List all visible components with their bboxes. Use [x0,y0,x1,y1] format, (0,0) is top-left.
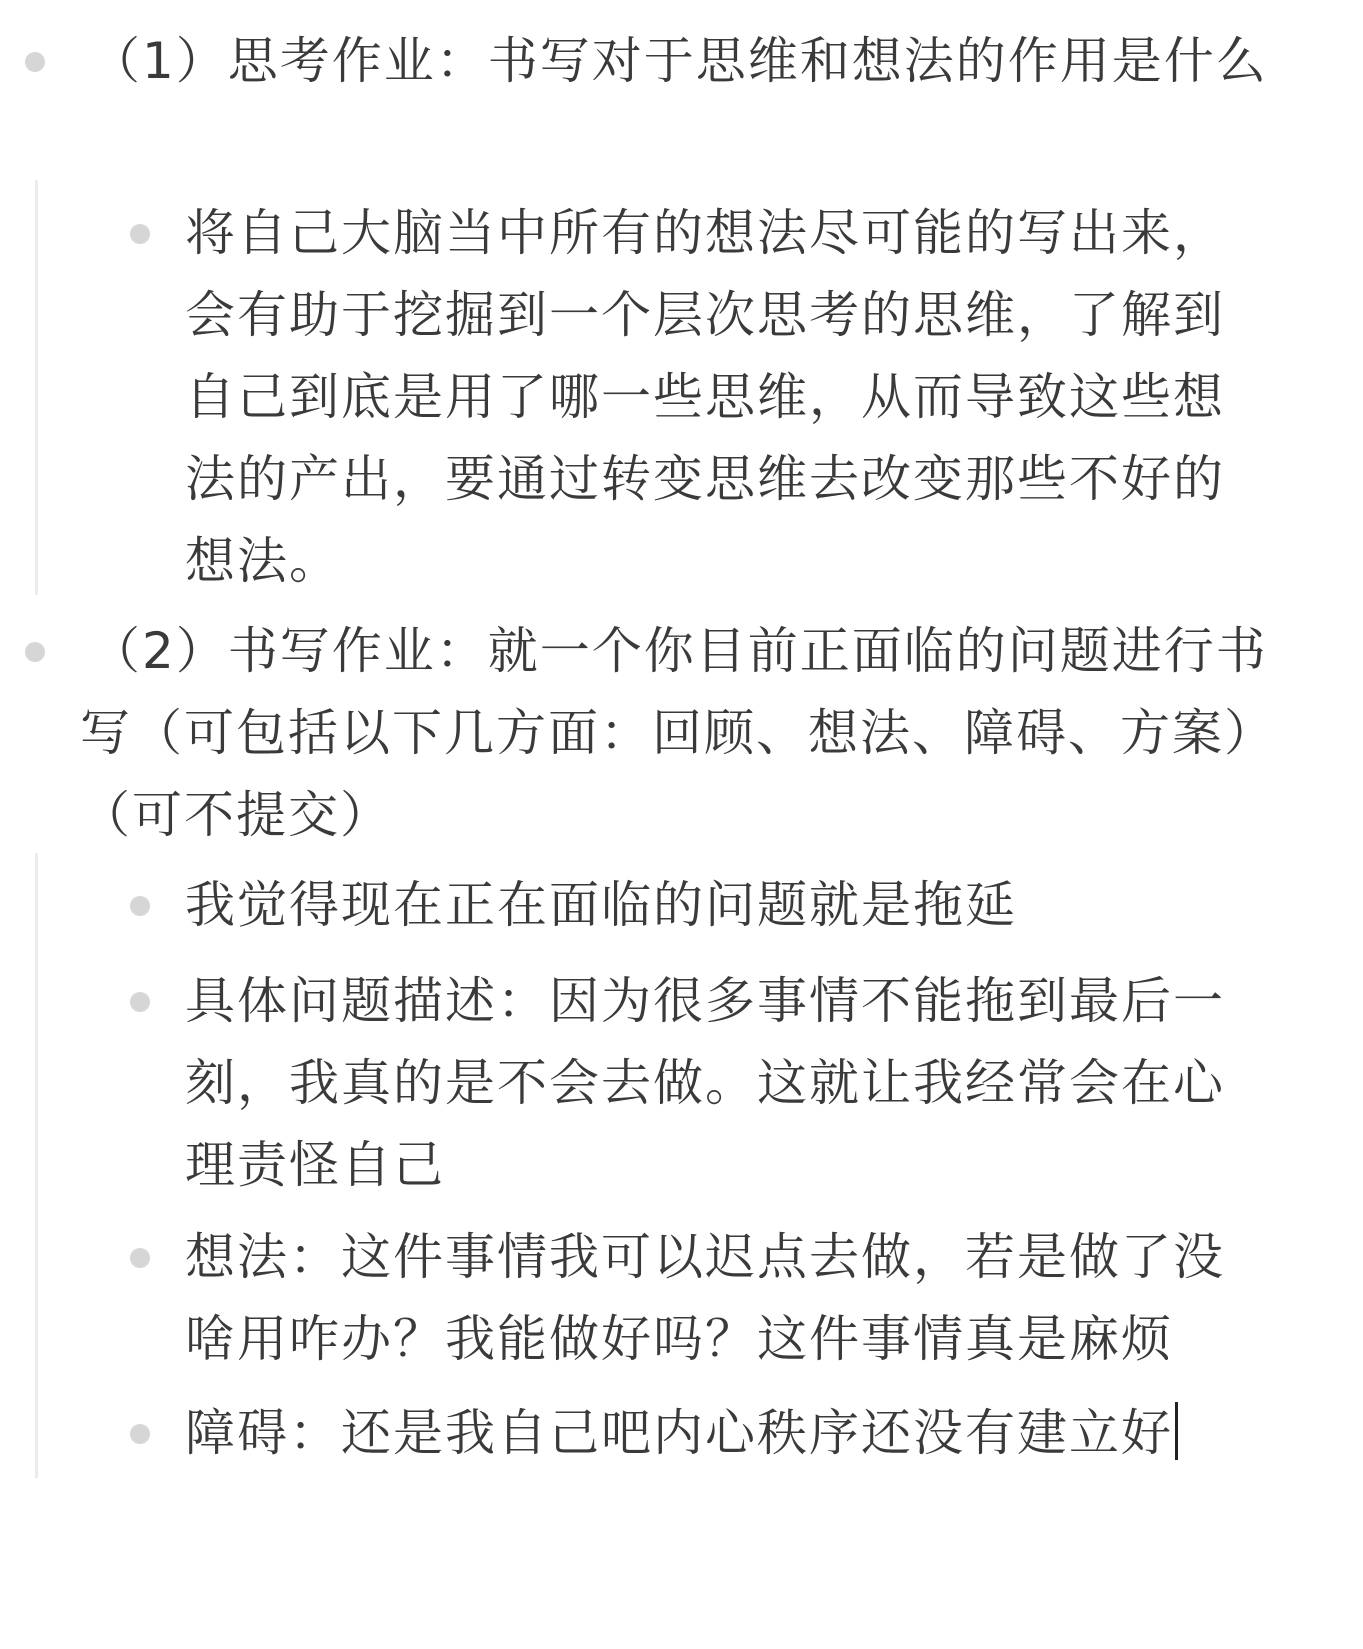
outline-item-text[interactable]: 我觉得现在正在面临的问题就是拖延 [185,876,1017,934]
outline-item-text[interactable]: 将自己大脑当中所有的想法尽可能的写出来，会有助于挖掘到一个层次思考的思维，了解到自己到底是用了哪一些思维，从而导致这些想法的产出，要通过转变思维去改变那些不好的想法。 [185,204,1225,590]
bullet-icon[interactable] [25,642,45,662]
outline-item-text[interactable]: （2）书写作业：就一个你目前正面临的问题进行书写（可包括以下几方面：回顾、想法、障碍、方案）（可不提交） [80,622,1276,844]
bullet-icon[interactable] [130,896,150,916]
bullet-icon[interactable] [25,52,45,72]
bullet-icon[interactable] [130,224,150,244]
bullet-icon[interactable] [130,1248,150,1268]
indent-guide [35,853,38,1478]
outline-item-text[interactable]: 障碍：还是我自己吧内心秩序还没有建立好 [185,1404,1173,1462]
outline-item-text[interactable]: （1）思考作业：书写对于思维和想法的作用是什么 [90,32,1268,90]
bullet-icon[interactable] [130,992,150,1012]
outline-item-text[interactable]: 具体问题描述：因为很多事情不能拖到最后一刻，我真的是不会去做。这就让我经常会在心理责怪自己 [185,972,1225,1194]
text-caret [1175,1402,1178,1460]
outline-item-text[interactable]: 想法：这件事情我可以迟点去做，若是做了没啥用咋办？我能做好吗？这件事情真是麻烦 [185,1228,1225,1368]
indent-guide [35,180,38,595]
outline-item-text-wrap[interactable] [185,1392,1275,1474]
bullet-icon[interactable] [130,1424,150,1444]
